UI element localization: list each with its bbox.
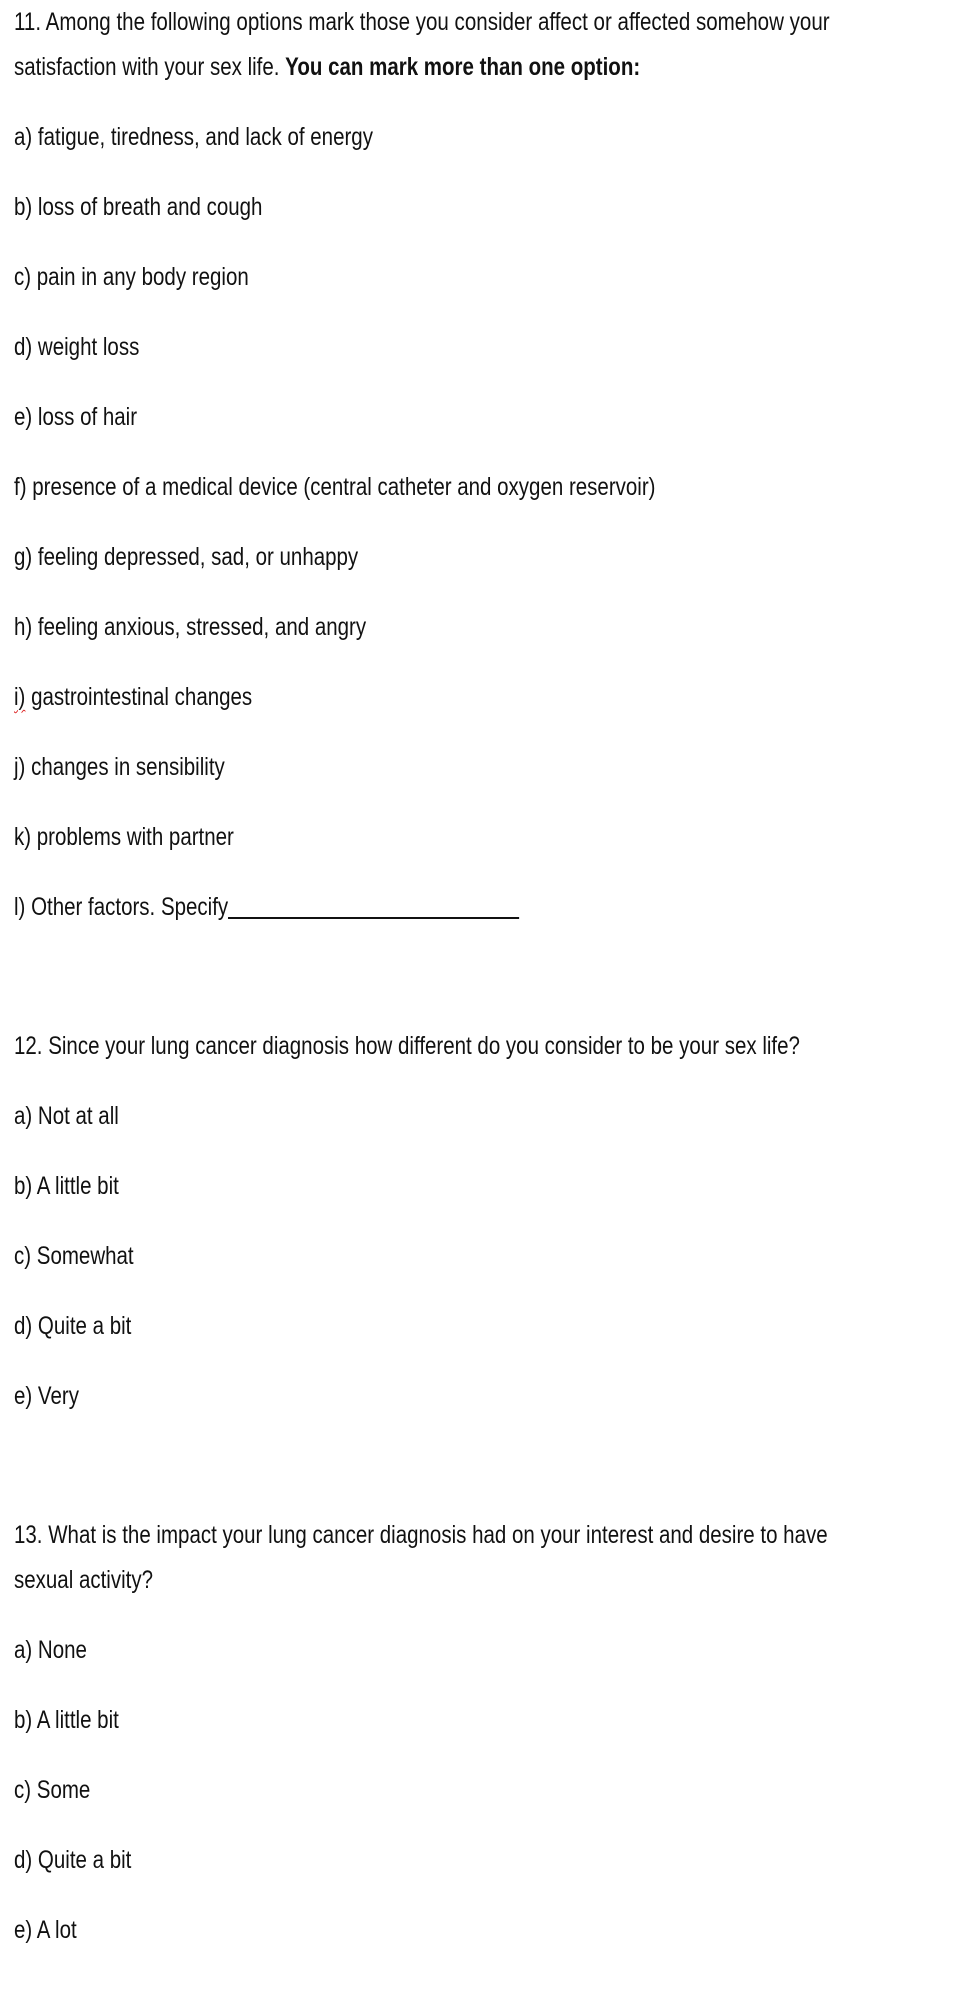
- q13-option-d[interactable]: d) Quite a bit: [14, 1846, 132, 1874]
- q11-other-label: l) Other factors. Specify: [14, 893, 229, 921]
- q11-option-c[interactable]: c) pain in any body region: [14, 263, 249, 291]
- q13-question-line1: 13. What is the impact your lung cancer diagnosis had on your interest and desire to have: [14, 1521, 828, 1549]
- q13-option-c[interactable]: c) Some: [14, 1776, 91, 1804]
- q11-option-j[interactable]: j) changes in sensibility: [14, 753, 225, 781]
- q13-option-b[interactable]: b) A little bit: [14, 1706, 119, 1734]
- q13-question-line2: sexual activity?: [14, 1566, 154, 1594]
- q11-text-line2: [14, 51, 640, 83]
- q11-option-l[interactable]: [14, 891, 519, 923]
- q12-option-b[interactable]: b) A little bit: [14, 1172, 119, 1200]
- q13-option-a[interactable]: a) None: [14, 1636, 87, 1664]
- q11-instruction-text: satisfaction with your sex life.: [14, 53, 286, 81]
- q11-option-h[interactable]: h) feeling anxious, stressed, and angry: [14, 613, 367, 641]
- specify-blank-line[interactable]: [228, 917, 519, 919]
- q11-option-i-label: gastrointestinal changes: [25, 683, 253, 711]
- q11-multiple-choice-note: You can mark more than one option:: [285, 53, 641, 81]
- q13-option-e[interactable]: e) A lot: [14, 1916, 77, 1944]
- q11-option-k[interactable]: k) problems with partner: [14, 823, 234, 851]
- q12-option-e[interactable]: e) Very: [14, 1382, 79, 1410]
- q11-option-e[interactable]: e) loss of hair: [14, 403, 138, 431]
- q12-question: 12. Since your lung cancer diagnosis how different do you consider to be your sex life?: [14, 1032, 800, 1060]
- q11-option-b[interactable]: b) loss of breath and cough: [14, 193, 263, 221]
- q11-option-i[interactable]: [14, 681, 252, 713]
- q12-option-d[interactable]: d) Quite a bit: [14, 1312, 132, 1340]
- q11-text-line1: 11. Among the following options mark those you consider affect or affected somehow your: [14, 8, 830, 36]
- q11-option-i-letter: i): [14, 683, 26, 711]
- q12-option-c[interactable]: c) Somewhat: [14, 1242, 134, 1270]
- q11-option-f[interactable]: f) presence of a medical device (central catheter and oxygen reservoir): [14, 473, 656, 501]
- q11-option-d[interactable]: d) weight loss: [14, 333, 140, 361]
- q11-option-a[interactable]: a) fatigue, tiredness, and lack of energy: [14, 123, 373, 151]
- q11-option-g[interactable]: g) feeling depressed, sad, or unhappy: [14, 543, 359, 571]
- q12-option-a[interactable]: a) Not at all: [14, 1102, 119, 1130]
